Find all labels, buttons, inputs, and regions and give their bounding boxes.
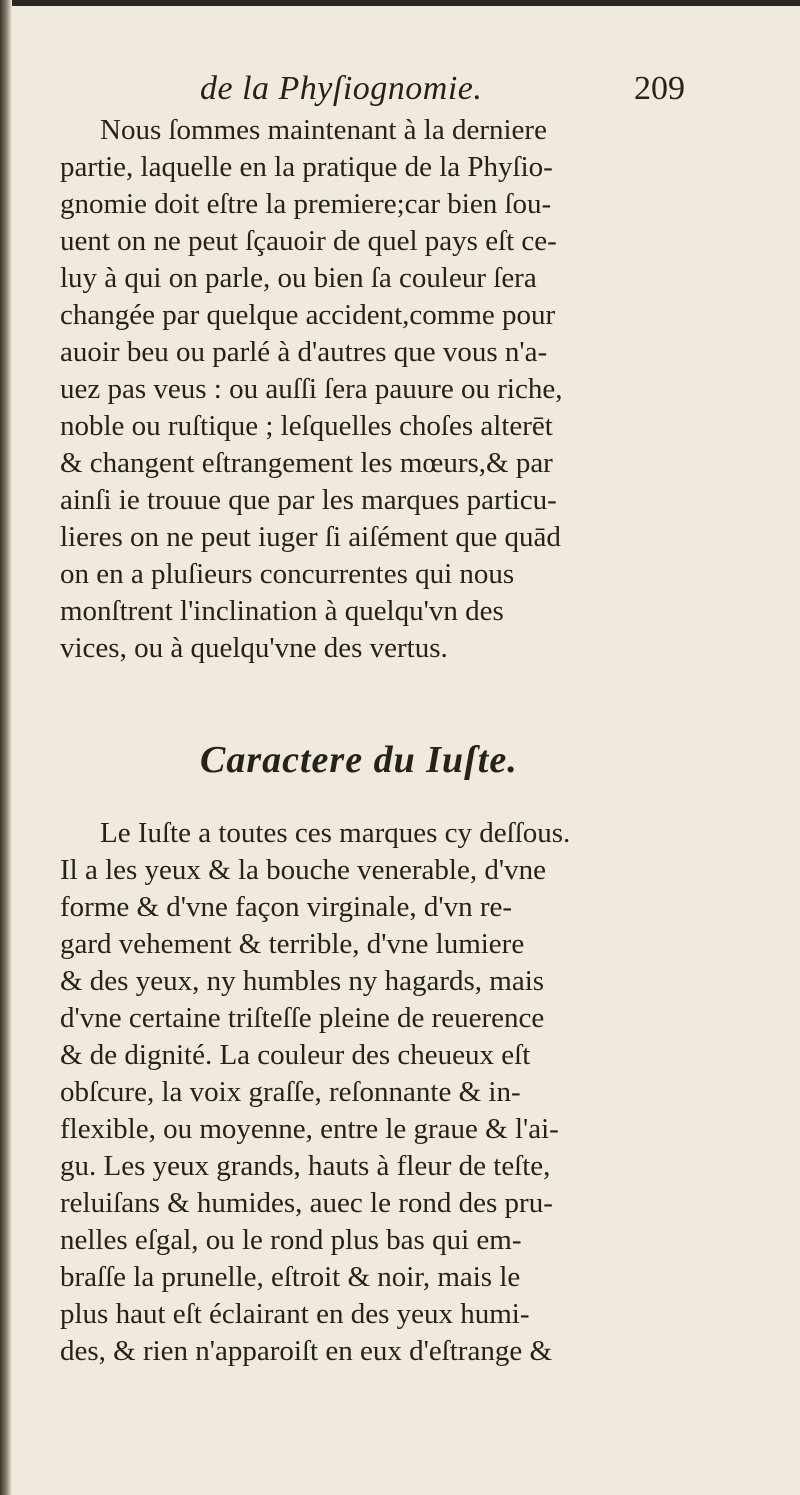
- text-line: obſcure, la voix graſſe, reſonnante & in-: [60, 1076, 521, 1108]
- text-line: luy à qui on parle, ou bien ſa couleur ſera: [60, 262, 537, 294]
- text-line: reluiſans & humides, auec le rond des pru-: [60, 1187, 553, 1219]
- running-title: de la Phyſiognomie.: [200, 70, 483, 107]
- text-line: & des yeux, ny humbles ny hagards, mais: [60, 965, 545, 997]
- page-top-edge: [0, 0, 800, 6]
- paragraph-1: [60, 112, 690, 667]
- page-number: 209: [634, 70, 685, 107]
- text-line: uent on ne peut ſçauoir de quel pays eſt ce-: [60, 225, 557, 257]
- text-line: gu. Les yeux grands, hauts à fleur de teſte,: [60, 1150, 551, 1182]
- text-line: changée par quelque accident,comme pour: [60, 299, 556, 331]
- text-line: lieres on ne peut iuger ſi aiſément que quād: [60, 521, 561, 553]
- text-line: uez pas veus : ou auſſi ſera pauure ou riche,: [60, 373, 563, 405]
- text-line: monſtrent l'inclination à quelqu'vn des: [60, 595, 504, 627]
- text-line: Nous ſommes maintenant à la derniere: [100, 114, 547, 146]
- text-line: ainſi ie trouue que par les marques particu-: [60, 484, 557, 516]
- text-line: des, & rien n'apparoiſt en eux d'eſtrange &: [60, 1335, 553, 1367]
- text-line: vices, ou à quelqu'vne des vertus.: [60, 632, 448, 664]
- text-line: d'vne certaine triſteſſe pleine de reuerence: [60, 1002, 545, 1034]
- text-line: on en a pluſieurs concurrentes qui nous: [60, 558, 515, 590]
- text-line: Il a les yeux & la bouche venerable, d'vne: [60, 854, 546, 886]
- text-line: partie, laquelle en la pratique de la Phyſio-: [60, 151, 553, 183]
- paragraph-2: [60, 815, 690, 1370]
- text-line: auoir beu ou parlé à d'autres que vous n'a-: [60, 336, 548, 368]
- text-line: flexible, ou moyenne, entre le graue & l'ai-: [60, 1113, 559, 1145]
- text-line: plus haut eſt éclairant en des yeux humi-: [60, 1298, 530, 1330]
- section-heading: Caractere du Iuſte.: [200, 739, 518, 781]
- text-line: noble ou ruſtique ; leſquelles choſes alterēt: [60, 410, 553, 442]
- text-line: & changent eſtrangement les mœurs,& par: [60, 447, 553, 479]
- text-line: nelles eſgal, ou le rond plus bas qui em-: [60, 1224, 522, 1256]
- text-line: braſſe la prunelle, eſtroit & noir, mais le: [60, 1261, 521, 1293]
- text-line: gard vehement & terrible, d'vne lumiere: [60, 928, 525, 960]
- text-line: Le Iuſte a toutes ces marques cy deſſous.: [100, 817, 571, 849]
- text-line: forme & d'vne façon virginale, d'vn re-: [60, 891, 513, 923]
- binding-shadow: [0, 0, 12, 1495]
- text-line: gnomie doit eſtre la premiere;car bien ſou-: [60, 188, 552, 220]
- text-line: & de dignité. La couleur des cheueux eſt: [60, 1039, 531, 1071]
